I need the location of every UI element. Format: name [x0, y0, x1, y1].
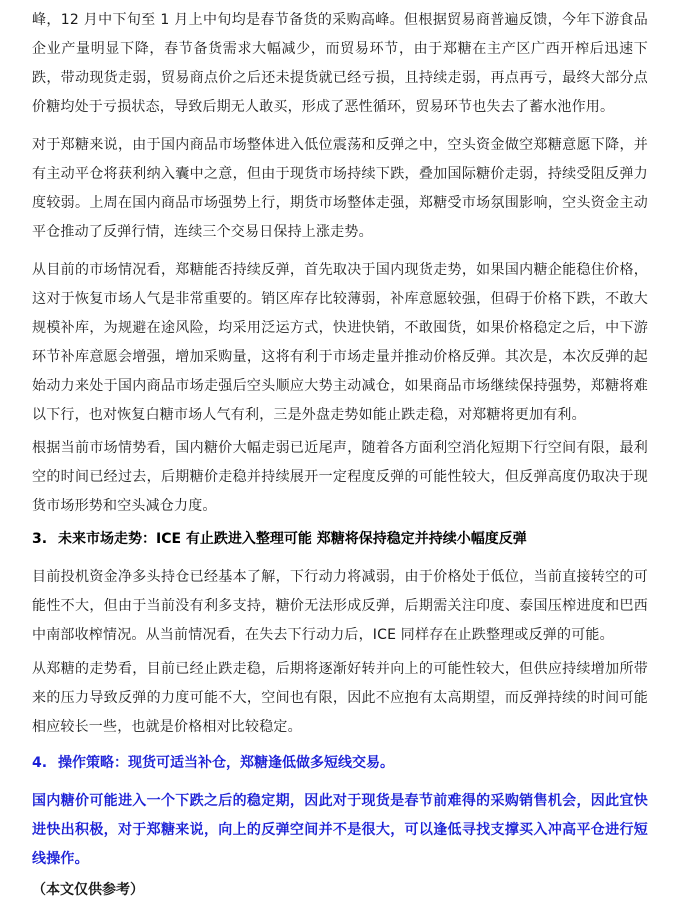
paragraph-4: 根据当前市场情势看，国内糖价大幅走弱已近尾声，随着各方面利空消化短期下行空间有限，最利空的时间已经过去，后期糖价走稳并持续展开一定程度反弹的可能性较大，但反弹高度仍取决于现货市场形势和空头减仓力度。: [32, 440, 648, 514]
paragraph-2: 对于郑糖来说，由于国内商品市场整体进入低位震荡和反弹之中，空头资金做空郑糖意愿下降，并有主动平仓将获利纳入囊中之意，但由于现货市场持续下跌，叠加国际糖价走弱，持续受阻反弹力度较弱。上周在国内商品市场强势上行，期货市场整体走强，郑糖受市场氛围影响，空头资金主动平仓推动了反弹行情，连续三个交易日保持上涨走势。: [32, 137, 648, 240]
section-4-title: 操作策略：现货可适当补仓，郑糖逢低做多短线交易。: [58, 755, 394, 771]
section-4-heading: [32, 749, 648, 778]
paragraph-1: 峰，12 月中下旬至 1 月上中旬均是春节备货的采购高峰。但根据贸易商普遍反馈，今年下游食品企业产量明显下降，春节备货需求大幅减少，而贸易环节，由于郑糖在主产区广西开榨后迅速下跌，带动现货走弱，贸易商点价之后还未提货就已经亏损，且持续走弱，再点再亏，最终大部分点价糖均处于亏损状态，导致后期无人敢买，形成了恶性循环，贸易环节也失去了蓄水池作用。: [32, 12, 648, 115]
section-3-paragraph-2: 从郑糖的走势看，目前已经止跌走稳，后期将逐渐好转并向上的可能性较大，但供应持续增加所带来的压力导致反弹的力度可能不大，空间也有限，因此不应抱有太高期望，而反弹持续的时间可能相应较长一些，也就是价格相对比较稳定。: [32, 661, 648, 735]
footer-note: （本文仅供参考）: [32, 882, 144, 898]
section-3-paragraph-1: 目前投机资金净多头持仓已经基本了解，下行动力将减弱，由于价格处于低位，当前直接转空的可能性不大，但由于当前没有利多支持，糖价无法形成反弹，后期需关注印度、泰国压榨进度和巴西中南部收榨情况。从当前情况看，在失去下行动力后，ICE 同样存在止跌整理或反弹的可能。: [32, 569, 648, 643]
paragraph-3: 从目前的市场情况看，郑糖能否持续反弹，首先取决于国内现货走势，如果国内糖企能稳住价格，这对于恢复市场人气是非常重要的。销区库存比较薄弱，补库意愿较强，但碍于价格下跌，不敢大规模补库，为规避在途风险，均采用泛运方式，快进快销，不敢囤货，如果价格稳定之后，中下游环节补库意愿会增强，增加采购量，这将有利于市场走量并推动价格反弹。其次是，本次反弹的起始动力来处于国内商品市场走强后空头顺应大势主动减仓，如果商品市场继续保持强势，郑糖将难以下行，也对恢复白糖市场人气有利，三是外盘走势如能止跌走稳，对郑糖将更加有利。: [32, 262, 648, 423]
section-3-number: 3.: [32, 531, 48, 547]
section-4-paragraph: 国内糖价可能进入一个下跌之后的稳定期，因此对于现货是春节前难得的采购销售机会，因此宜快进快出积极，对于郑糖来说，向上的反弹空间并不是很大，可以逢低寻找支撑买入冲高平仓进行短线操作。: [32, 793, 648, 867]
section-3-heading: [32, 525, 648, 554]
section-3-title: 未来市场走势：ICE 有止跌进入整理可能 郑糖将保持稳定并持续小幅度反弹: [58, 531, 527, 547]
section-4-number: 4.: [32, 755, 48, 771]
